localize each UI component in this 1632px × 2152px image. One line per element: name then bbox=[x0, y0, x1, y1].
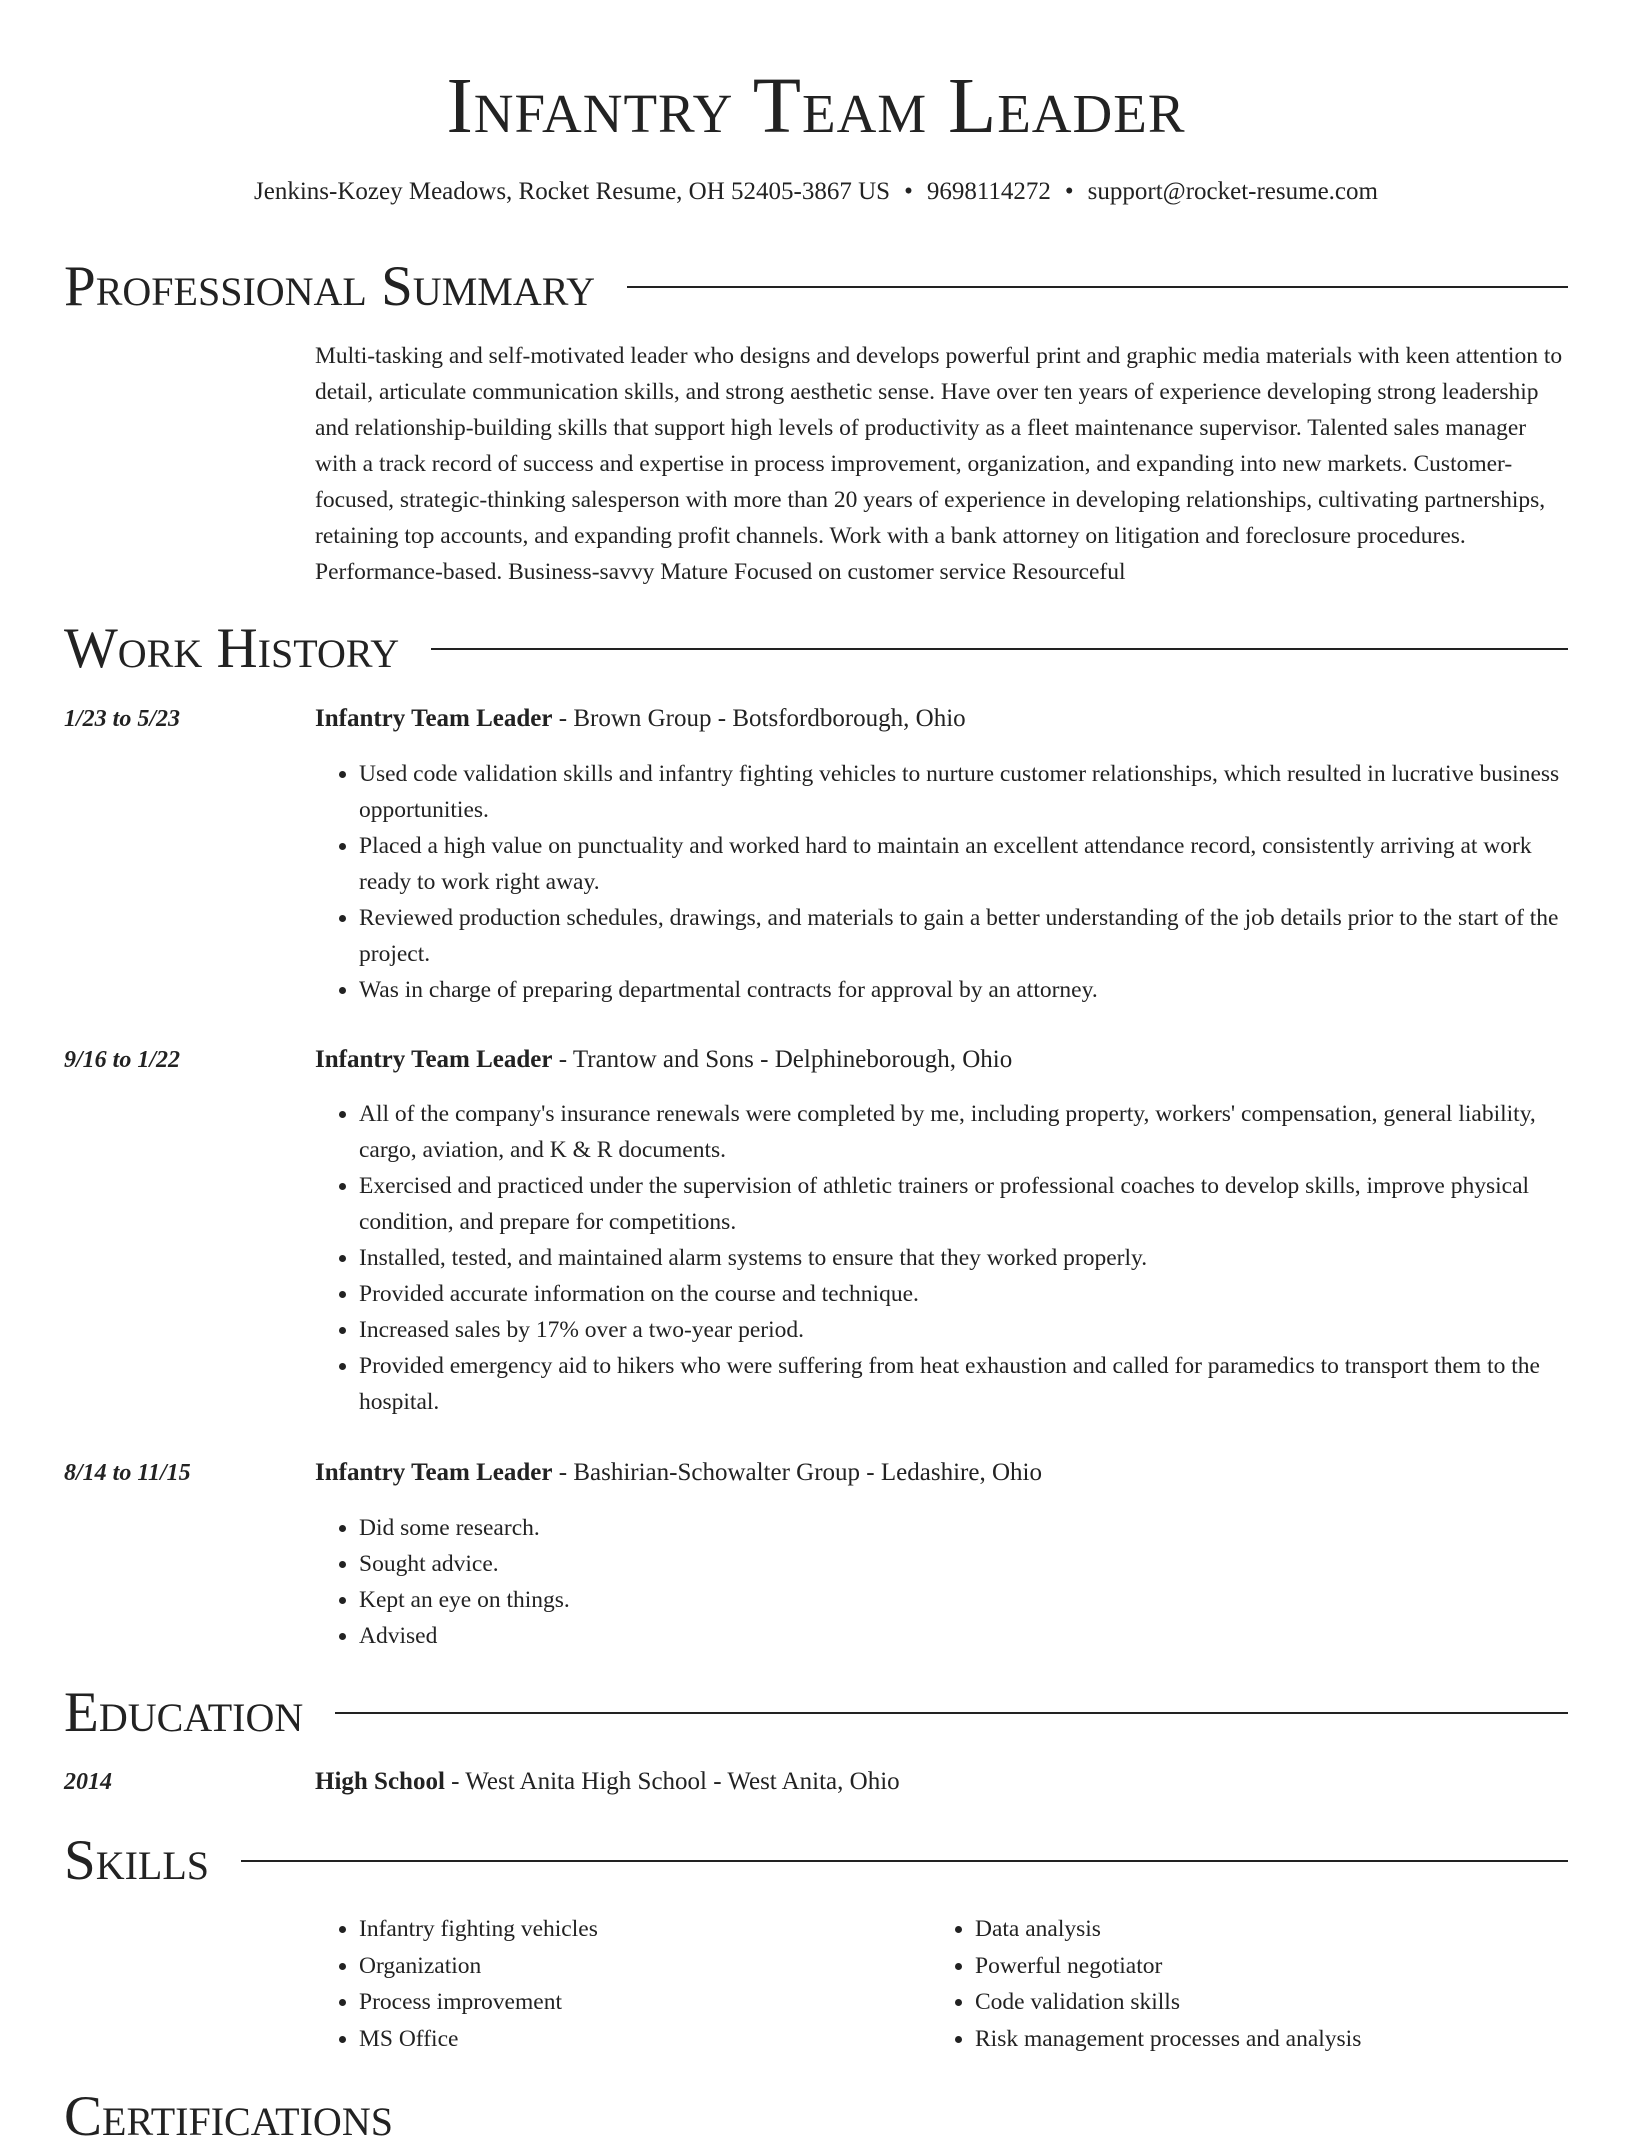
job-title: Infantry Team Leader bbox=[315, 1046, 553, 1073]
resume-name: Infantry Team Leader bbox=[446, 63, 1186, 150]
skill-item: • MS Office bbox=[359, 2021, 915, 2058]
skill-item: • Infantry fighting vehicles bbox=[359, 1911, 915, 1948]
education-details: - West Anita High School - West Anita, Ohio bbox=[444, 1768, 900, 1795]
job-details: - Trantow and Sons - Delphineborough, Ohio bbox=[552, 1046, 1013, 1073]
skill-item: • Data analysis bbox=[975, 1911, 1568, 1948]
certifications-heading: Certifications bbox=[64, 2085, 393, 2148]
section-divider bbox=[335, 1712, 1568, 1714]
work-section-header bbox=[64, 614, 1568, 684]
job-dates: 8/14 to 11/15 bbox=[64, 1460, 191, 1486]
skills-list-left bbox=[315, 1911, 915, 2057]
job-heading bbox=[315, 701, 1568, 737]
education-entry bbox=[315, 1764, 1568, 1800]
skills-list-right bbox=[931, 1911, 1568, 2057]
job-heading bbox=[315, 1042, 1568, 1078]
list-item: • Exercised and practiced under the supervision of athletic trainers or professional coaches to develop skills, improve physical condition, and prepare for competitions. bbox=[359, 1168, 1568, 1240]
education-section-header bbox=[64, 1678, 1568, 1748]
contact-separator: • bbox=[904, 178, 913, 205]
list-item: • Used code validation skills and infantry fighting vehicles to nurture customer relationships, which resulted in lucrative business opportunities. bbox=[359, 756, 1568, 828]
job-dates: 9/16 to 1/22 bbox=[64, 1047, 181, 1073]
summary-heading: Professional Summary bbox=[64, 255, 596, 318]
skills-section-header bbox=[64, 1826, 1568, 1896]
skill-item: • Process improvement bbox=[359, 1984, 915, 2021]
certifications-section-header bbox=[64, 2082, 1568, 2152]
contact-line bbox=[0, 174, 1632, 210]
summary-text: Multi-tasking and self-motivated leader who designs and develops powerful print and graphic media materials with keen attention to detail, articulate communication skills, and strong aesthetic sense. Have over ten years of experience developing strong leadership and relationship-building skills that support high levels of productivity as a fleet maintenance supervisor. Talented sales manager with a track record of success and expertise in process improvement, organization, and expanding into new markets. Customer-focused, strategic-thinking salesperson with more than 20 years of experience in developing relationships, cultivating partnerships, retaining top accounts, and expanding profit channels. Work with a bank attorney on litigation and foreclosure procedures. Performance-based. Business-savvy Mature Focused on customer service Resourceful bbox=[315, 343, 1563, 585]
contact-phone: 9698114272 bbox=[926, 178, 1051, 205]
education-year: 2014 bbox=[64, 1769, 112, 1795]
skill-item: • Code validation skills bbox=[975, 1984, 1568, 2021]
skill-item: • Risk management processes and analysis bbox=[975, 2021, 1568, 2058]
education-degree: High School bbox=[315, 1768, 445, 1795]
list-item: • Increased sales by 17% over a two-year period. bbox=[359, 1312, 1568, 1348]
job-title: Infantry Team Leader bbox=[315, 705, 553, 732]
list-item: • Was in charge of preparing departmental contracts for approval by an attorney. bbox=[359, 972, 1568, 1008]
list-item: • Sought advice. bbox=[359, 1546, 1568, 1582]
list-item: • Provided accurate information on the course and technique. bbox=[359, 1276, 1568, 1312]
education-heading: Education bbox=[64, 1681, 304, 1744]
list-item: • Placed a high value on punctuality and worked hard to maintain an excellent attendance record, consistently arriving at work ready to work right away. bbox=[359, 828, 1568, 900]
contact-separator: • bbox=[1064, 178, 1074, 205]
job-details: - Brown Group - Botsfordborough, Ohio bbox=[552, 705, 966, 732]
section-divider bbox=[627, 286, 1568, 288]
skill-item: • Powerful negotiator bbox=[975, 1948, 1568, 1985]
job-bullets bbox=[315, 1510, 1568, 1654]
skills-heading: Skills bbox=[64, 1829, 210, 1892]
list-item: • Advised bbox=[359, 1618, 1568, 1654]
list-item: • Kept an eye on things. bbox=[359, 1582, 1568, 1618]
job-bullets bbox=[315, 756, 1568, 1008]
job-title: Infantry Team Leader bbox=[315, 1459, 553, 1486]
job-details: - Bashirian-Schowalter Group - Ledashire, Ohio bbox=[552, 1459, 1042, 1486]
list-item: • Did some research. bbox=[359, 1510, 1568, 1546]
skill-item: • Organization bbox=[359, 1948, 915, 1985]
contact-address: Jenkins-Kozey Meadows, Rocket Resume, OH 52405-3867 US bbox=[254, 178, 891, 205]
list-item: • Provided emergency aid to hikers who were suffering from heat exhaustion and called for paramedics to transport them to the hospital. bbox=[359, 1348, 1568, 1420]
job-dates: 1/23 to 5/23 bbox=[64, 706, 181, 732]
summary-section-header bbox=[64, 252, 1568, 322]
list-item: • All of the company's insurance renewals were completed by me, including property, workers' compensation, general liability, cargo, aviation, and K & R documents. bbox=[359, 1096, 1568, 1168]
section-divider bbox=[241, 1860, 1568, 1862]
contact-email: support@rocket-resume.com bbox=[1087, 178, 1378, 205]
job-bullets bbox=[315, 1096, 1568, 1420]
section-divider bbox=[431, 648, 1568, 650]
list-item: • Reviewed production schedules, drawings, and materials to gain a better understanding of the job details prior to the start of the project. bbox=[359, 900, 1568, 972]
job-heading bbox=[315, 1455, 1568, 1491]
work-heading: Work History bbox=[64, 617, 400, 680]
list-item: • Installed, tested, and maintained alarm systems to ensure that they worked properly. bbox=[359, 1240, 1568, 1276]
